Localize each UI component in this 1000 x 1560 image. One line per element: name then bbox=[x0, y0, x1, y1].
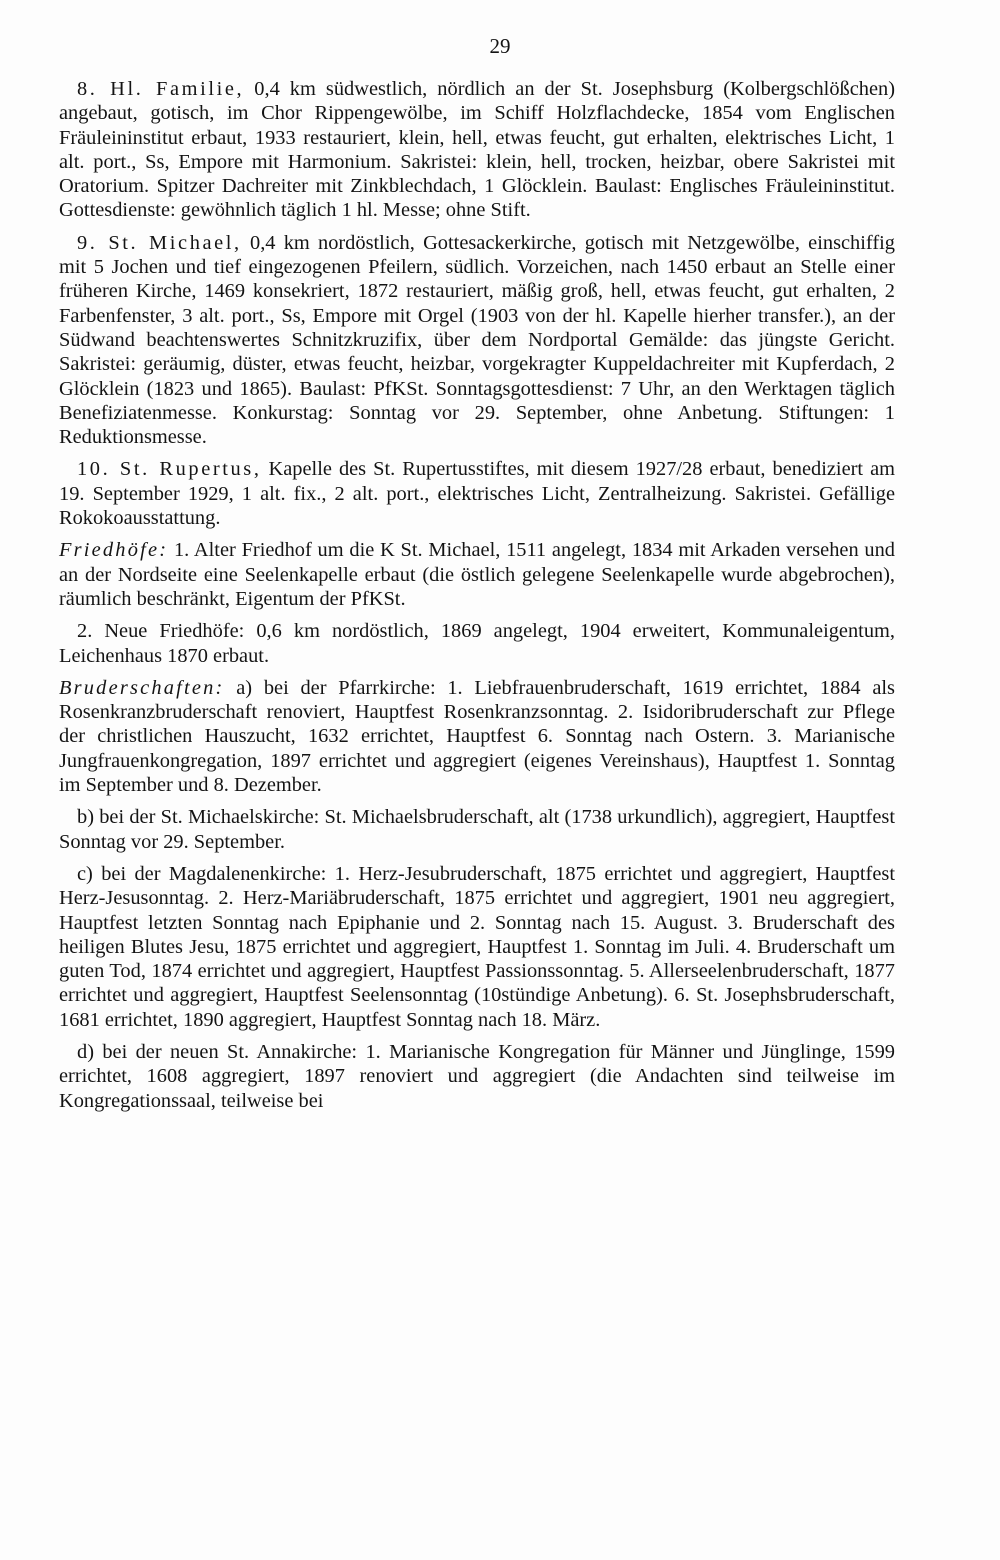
paragraph-text: c) bei der Magdalenenkirche: 1. Herz-Jesubruderschaft, 1875 errichtet und aggregiert, Hauptfest Herz-Jesusonntag. 2. Herz-Mariäbruderschaft, 1875 errichtet und aggregiert, 1901 neu aggregiert, Hauptfest letzten Sonntag nach Epiphanie und 2. Sonntag nach 15. August. 3. Bruderschaft des heiligen Blutes Jesu, 1875 errichtet und aggregiert, Hauptfest 1. Sonntag im Juli. 4. Bruderschaft um guten Tod, 1874 errichtet und aggregiert, Hauptfest Passionssonntag. 5. Allerseelenbruderschaft, 1877 errichtet und aggregiert, Hauptfest Seelensonntag (10stündige Anbetung). 6. St. Josephsbruderschaft, 1681 errichtet, 1890 aggregiert, Hauptfest Sonntag nach 18. März. bbox=[59, 862, 895, 1031]
paragraph-friedhoefe bbox=[59, 538, 895, 611]
paragraph-bruderschaften-c bbox=[59, 862, 895, 1032]
page-number: 29 bbox=[489, 34, 511, 58]
body-text bbox=[59, 77, 895, 1121]
paragraph-text: 0,4 km südwestlich, nördlich an der St. Josephsburg (Kolbergschlößchen) angebaut, gotisch, im Chor Rippengewölbe, im Schiff Holzflachdecke, 1854 vom Englischen Fräuleininstitut erbaut, 1933 restauriert, klein, hell, etwas feucht, gut erhalten, elektrisches Licht, 1 alt. port., Ss, Empore mit Harmonium. Sakristei: klein, hell, trocken, heizbar, obere Sakristei mit Oratorium. Spitzer Dachreiter mit Zinkblechdach, 1 Glöcklein. Baulast: Englisches Fräuleininstitut. Gottesdienste: gewöhnlich täglich 1 hl. Messe; ohne Stift. bbox=[59, 78, 896, 222]
paragraph-text: d) bei der neuen St. Annakirche: 1. Marianische Kongregation für Männer und Jünglinge, 1599 errichtet, 1608 aggregiert, 1897 renoviert und aggregiert (die Andachten sind teilweise im Kongregationssaal, teilweise bei bbox=[59, 1040, 895, 1112]
section-heading: Bruderschaften: bbox=[59, 676, 225, 699]
entry-heading: 8. Hl. Familie, bbox=[77, 78, 245, 100]
paragraph-text: 2. Neue Friedhöfe: 0,6 km nordöstlich, 1869 angelegt, 1904 erweitert, Kommunaleigentum, Leichenhaus 1870 erbaut. bbox=[59, 620, 895, 667]
paragraph-text: Kapelle des St. Rupertusstiftes, mit diesem 1927/28 erbaut, benediziert am 19. September 1929, 1 alt. fix., 2 alt. port., elektrisches Licht, Zentralheizung. Sakristei. Gefällige Rokokoausstattung. bbox=[59, 458, 895, 530]
entry-heading: 9. St. Michael, bbox=[77, 231, 242, 254]
paragraph-bruderschaften-a bbox=[59, 676, 895, 797]
paragraph-text: 1. Alter Friedhof um die K St. Michael, 1511 angelegt, 1834 mit Arkaden versehen und an der Nordseite eine Seelenkapelle erbaut (die östlich gelegene Seelenkapelle wurde abgebrochen), räumlich beschränkt, Eigentum der PfKSt. bbox=[59, 539, 895, 610]
paragraph-bruderschaften-b bbox=[59, 805, 895, 854]
paragraph-neue-friedhoefe bbox=[59, 619, 895, 668]
section-heading: Friedhöfe: bbox=[59, 539, 169, 562]
paragraph-text: b) bei der St. Michaelskirche: St. Michaelsbruderschaft, alt (1738 urkundlich), aggregiert, Hauptfest Sonntag vor 29. September. bbox=[59, 806, 895, 853]
paragraph-text: 0,4 km nordöstlich, Gottesackerkirche, gotisch mit Netzgewölbe, einschiffig mit 5 Jochen und tief eingezogenen Pfeilern, südlich. Vorzeichen, nach 1450 erbaut an Stelle einer früheren Kirche, 1469 konsekriert, 1872 restauriert, mäßig groß, hell, etwas feucht, gut erhalten, 2 Farbenfenster, 3 alt. port., Ss, Empore mit Orgel (1903 von der hl. Kapelle hierher transfer.), an der Südwand beachtenswertes Schnitzkruzifix, über dem Nordportal Gemälde: das jüngste Gericht. Sakristei: geräumig, düster, etwas feucht, heizbar, vorgekragter Kuppeldachreiter mit Kupferdach, 2 Glöcklein (1823 und 1865). Baulast: PfKSt. Sonntagsgottesdienst: 7 Uhr, an den Werktagen täglich Benefiziatenmesse. Konkurstag: Sonntag vor 29. September, ohne Anbetung. Stiftungen: 1 Reduktionsmesse. bbox=[59, 231, 895, 449]
entry-heading: 10. St. Rupertus, bbox=[77, 458, 262, 481]
paragraph-text: a) bei der Pfarrkirche: 1. Liebfrauenbruderschaft, 1619 errichtet, 1884 als Rosenkranzbruderschaft renoviert, Hauptfest Rosenkranzsonntag. 2. Isidoribruderschaft zur Pflege der christlichen Hauszucht, 1632 errichtet, Hauptfest 6. Sonntag nach Ostern. 3. Marianische Jungfrauenkongregation, 1897 errichtet und aggregiert (eigenes Vereinshaus), Hauptfest 1. Sonntag im September und 8. Dezember. bbox=[59, 676, 895, 797]
paragraph-st-rupertus bbox=[59, 457, 895, 530]
paragraph-hl-familie bbox=[59, 77, 895, 223]
paragraph-bruderschaften-d bbox=[59, 1040, 895, 1113]
paragraph-st-michael bbox=[59, 231, 895, 450]
